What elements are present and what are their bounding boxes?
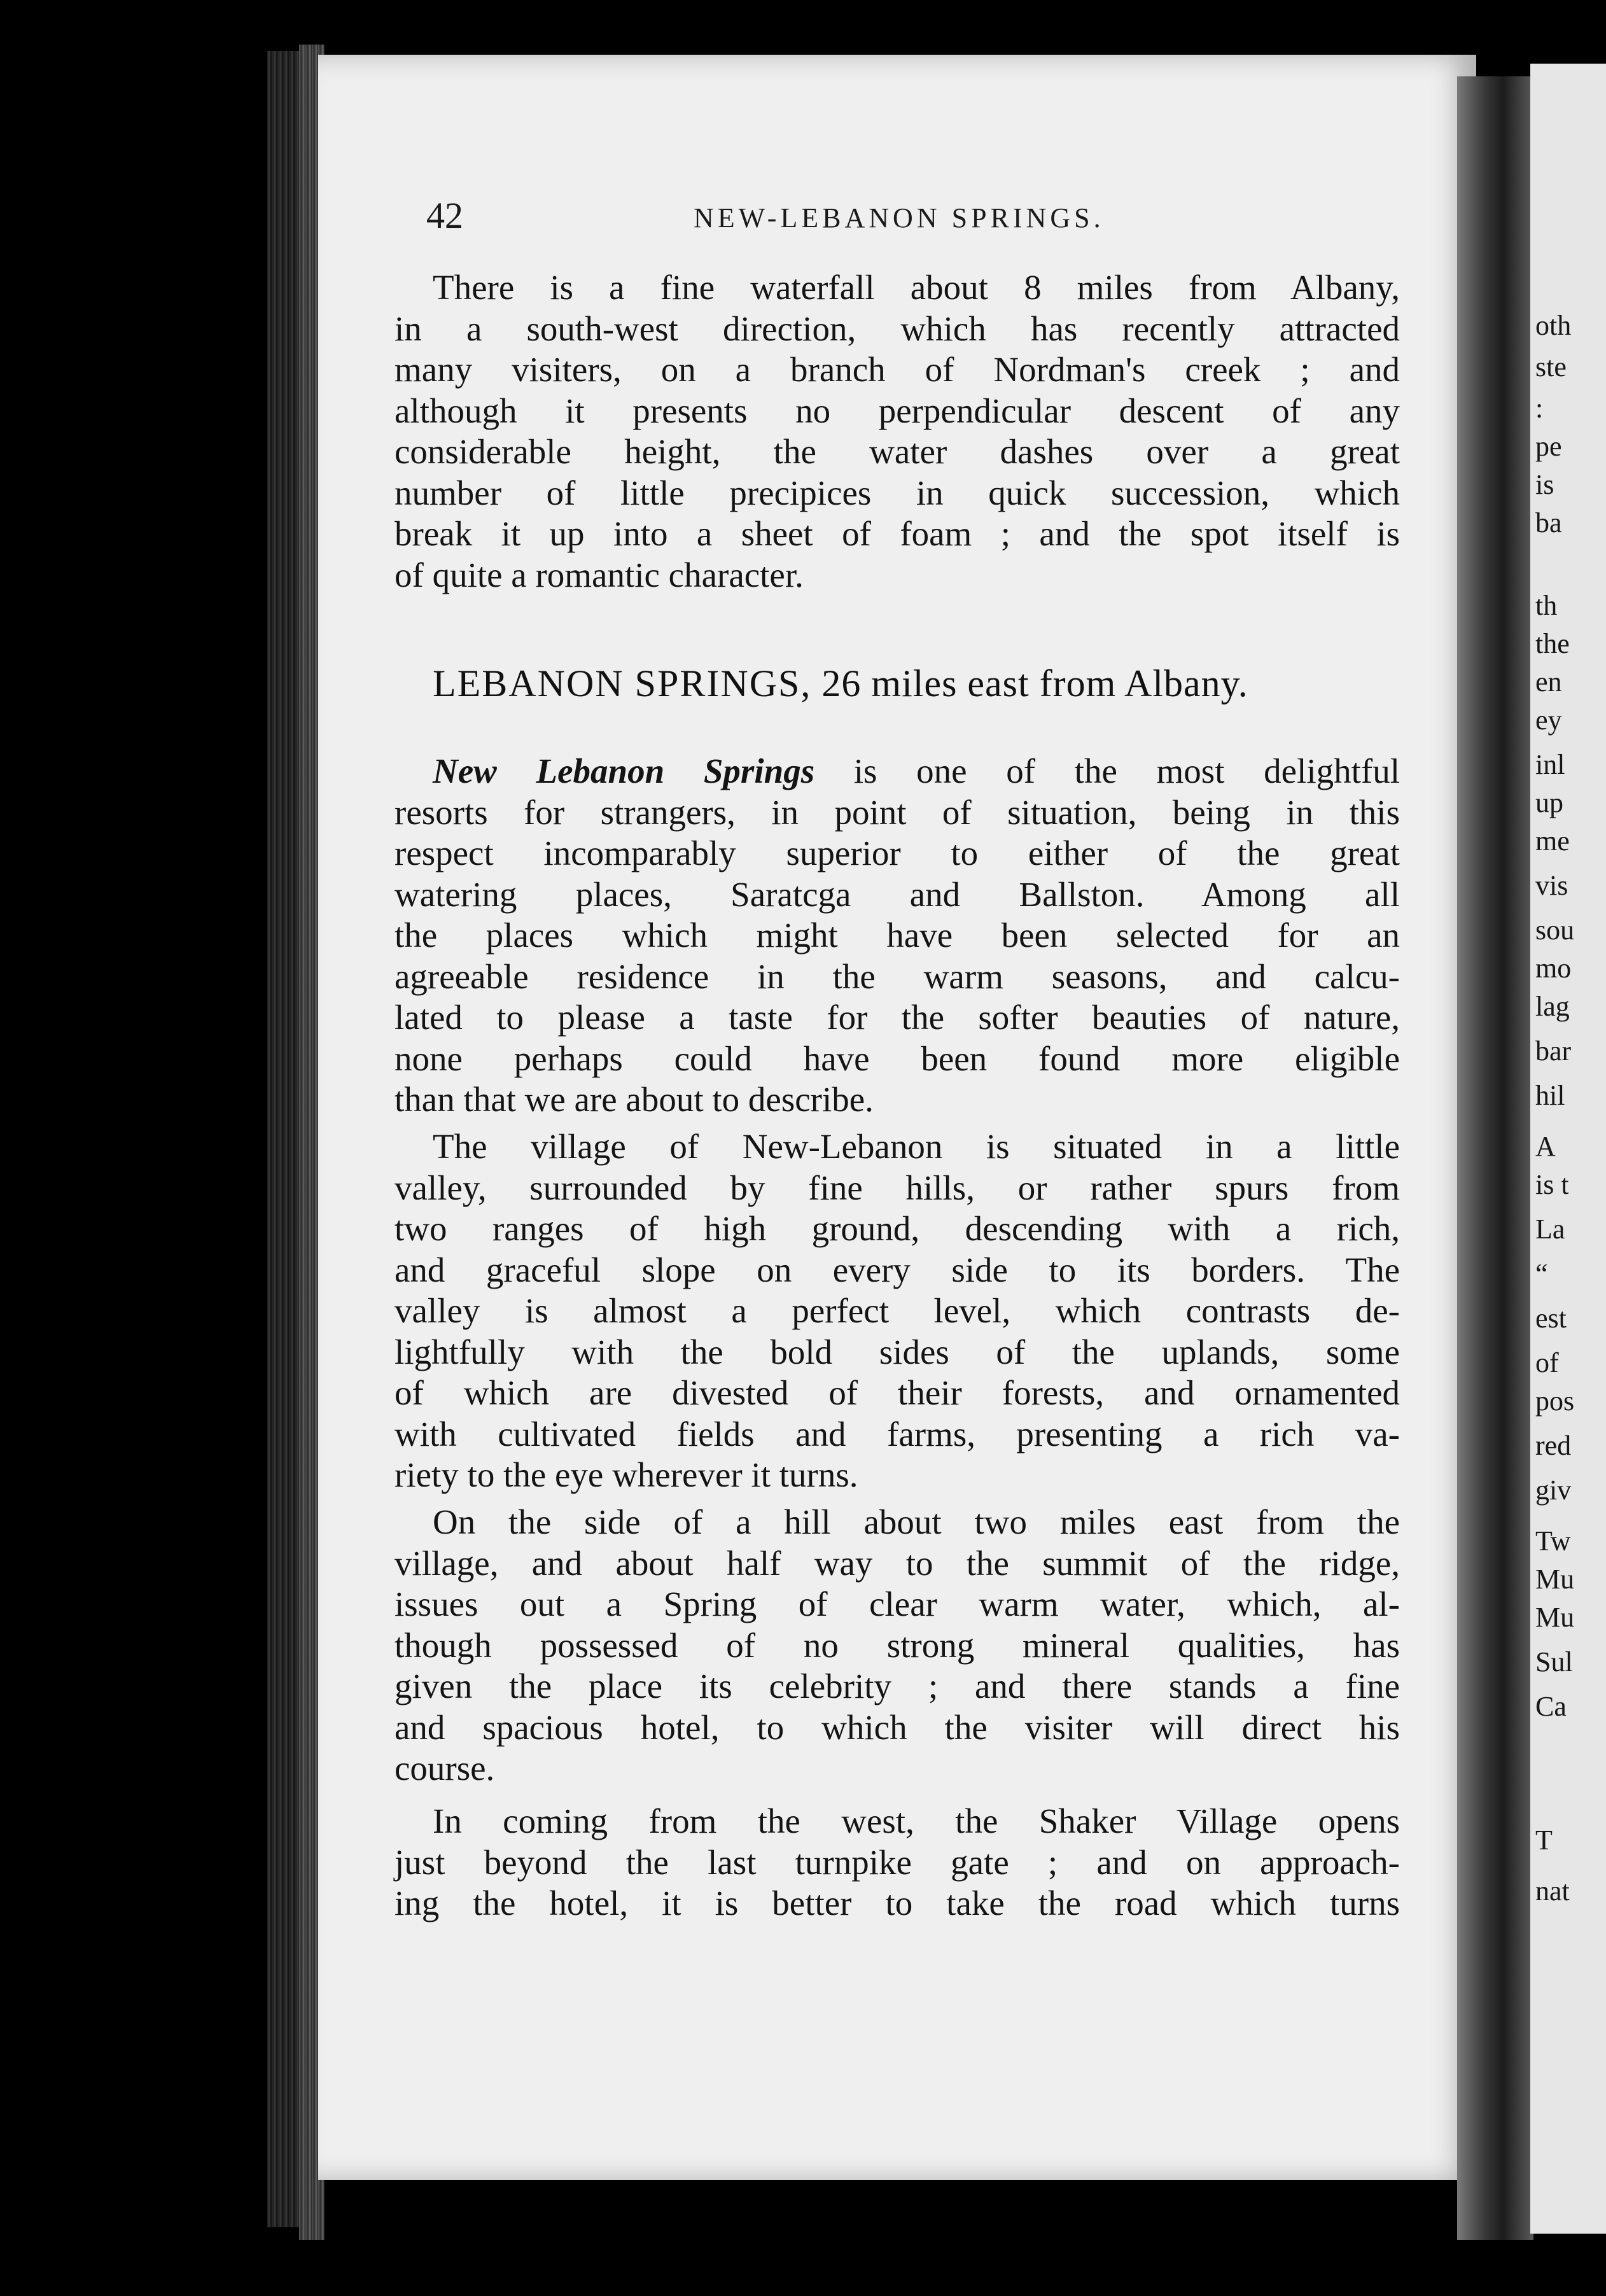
text-line: On the side of a hill about two miles east from the xyxy=(433,1502,1400,1541)
running-head: NEW-LEBANON SPRINGS. xyxy=(694,202,1105,234)
facing-page-fragment: vis xyxy=(1535,870,1568,901)
facing-page-fragment: the xyxy=(1535,628,1570,659)
facing-page-fragment: en xyxy=(1535,666,1562,697)
paragraph-approach xyxy=(395,1801,1400,1924)
text-line: than that we are about to describe. xyxy=(395,1080,874,1119)
paragraph-new-lebanon-springs xyxy=(395,751,1400,1121)
facing-page-fragment: lag xyxy=(1535,991,1570,1022)
text-line: and graceful slope on every side to its borders. The xyxy=(395,1250,1400,1289)
facing-page-fragment: bar xyxy=(1535,1035,1572,1067)
text-line: given the place its celebrity ; and there stands a fine xyxy=(395,1667,1400,1705)
facing-page-fragment: is t xyxy=(1535,1169,1569,1200)
facing-page-fragment: is xyxy=(1535,469,1554,500)
text-line: There is a fine waterfall about 8 miles from Albany, xyxy=(433,268,1400,307)
facing-page-fragment: Mu xyxy=(1535,1564,1575,1595)
facing-page-fragment: mo xyxy=(1535,953,1572,984)
facing-page-fragment: Ca xyxy=(1535,1691,1567,1722)
text-line: issues out a Spring of clear warm water, which, al- xyxy=(395,1585,1400,1623)
text-line: just beyond the last turnpike gate ; and on approach- xyxy=(395,1842,1400,1882)
text-line: agreeable residence in the warm seasons, and calcu- xyxy=(395,956,1400,996)
facing-page-fragment: nat xyxy=(1535,1875,1570,1907)
text-line: in a south-west direction, which has recently attracted xyxy=(395,309,1400,348)
section-subtitle: 26 miles east from Albany. xyxy=(821,662,1248,704)
text-line: though possessed of no strong mineral qualities, has xyxy=(395,1625,1400,1665)
facing-page-fragment: ey xyxy=(1535,704,1562,736)
text-line: ing the hotel, it is better to take the road which turns xyxy=(395,1884,1400,1922)
facing-page-fragment: “ xyxy=(1535,1258,1548,1289)
section-title: LEBANON SPRINGS, xyxy=(433,662,812,704)
text-line: considerable height, the water dashes over a great xyxy=(395,432,1400,471)
text-line: watering places, Saratcga and Ballston. Among all xyxy=(395,874,1400,914)
facing-page-fragment: ste xyxy=(1535,351,1567,382)
text-line: and spacious hotel, to which the visiter will direct his xyxy=(395,1707,1400,1747)
text-line: of which are divested of their forests, and ornamented xyxy=(395,1373,1400,1412)
text-line: number of little precipices in quick succession, which xyxy=(395,473,1400,512)
text-line: although it presents no perpendicular descent of any xyxy=(395,391,1400,430)
facing-page xyxy=(1530,64,1606,2234)
facing-page-fragment: red xyxy=(1535,1430,1572,1461)
facing-page-fragment: sou xyxy=(1535,914,1575,946)
facing-page-fragment: pe xyxy=(1535,431,1562,462)
facing-page-fragment: est xyxy=(1535,1303,1567,1334)
facing-page-fragment: La xyxy=(1535,1214,1565,1245)
text-line: course. xyxy=(395,1749,495,1788)
facing-page-fragment: pos xyxy=(1535,1385,1575,1417)
facing-page-fragment: oth xyxy=(1535,310,1572,341)
facing-page-fragment: Tw xyxy=(1535,1525,1571,1557)
facing-page-fragment: Sul xyxy=(1535,1646,1573,1677)
page-header xyxy=(426,194,1419,239)
text-line: lightfully with the bold sides of the uplands, some xyxy=(395,1332,1400,1371)
section-heading xyxy=(433,662,1387,706)
text-line: The village of New-Lebanon is situated in a little xyxy=(433,1127,1400,1166)
facing-page-fragment: me xyxy=(1535,825,1570,857)
first-line-rest: is one of the most delightful xyxy=(853,752,1400,790)
facing-page-fragment: T xyxy=(1535,1824,1553,1856)
text-line: valley, surrounded by fine hills, or rather spurs from xyxy=(395,1168,1400,1207)
text-line xyxy=(395,751,1400,792)
text-line: riety to the eye wherever it turns. xyxy=(395,1455,858,1494)
paragraph-spring xyxy=(395,1502,1400,1789)
text-line: of quite a romantic character. xyxy=(395,555,804,594)
italic-lead: New Lebanon Springs xyxy=(433,752,815,790)
text-line: none perhaps could have been found more eligible xyxy=(395,1039,1400,1078)
text-line: village, and about half way to the summit of the ridge, xyxy=(395,1543,1400,1583)
paragraph-village xyxy=(395,1126,1400,1496)
text-line: respect incomparably superior to either of the great xyxy=(395,834,1400,872)
paragraph-waterfall xyxy=(395,267,1400,596)
facing-page-fragment: ba xyxy=(1535,507,1562,538)
book-gutter-shadow xyxy=(1457,76,1533,2240)
text-line: lated to please a taste for the softer beauties of nature, xyxy=(395,998,1400,1037)
facing-page-fragment: up xyxy=(1535,787,1563,818)
text-line: many visiters, on a branch of Nordman's creek ; and xyxy=(395,350,1400,389)
facing-page-fragment: of xyxy=(1535,1347,1559,1378)
text-line: valley is almost a perfect level, which contrasts de- xyxy=(395,1291,1400,1330)
facing-page-fragment: Mu xyxy=(1535,1602,1575,1633)
text-line: the places which might have been selected for an xyxy=(395,916,1400,955)
facing-page-fragment: hil xyxy=(1535,1080,1565,1111)
facing-page-fragment: giv xyxy=(1535,1474,1572,1506)
facing-page-fragment: th xyxy=(1535,590,1558,621)
text-line: resorts for strangers, in point of situation, being in this xyxy=(395,792,1400,832)
page-number: 42 xyxy=(426,195,463,236)
text-line: In coming from the west, the Shaker Village opens xyxy=(433,1802,1400,1840)
facing-page-fragment: : xyxy=(1535,393,1544,424)
facing-page-fragment: inl xyxy=(1535,749,1565,780)
facing-page-fragment: A xyxy=(1535,1131,1556,1162)
text-line: two ranges of high ground, descending with a rich, xyxy=(395,1209,1400,1248)
text-line: break it up into a sheet of foam ; and the spot itself is xyxy=(395,514,1400,553)
text-line: with cultivated fields and farms, presenting a rich va- xyxy=(395,1414,1400,1453)
